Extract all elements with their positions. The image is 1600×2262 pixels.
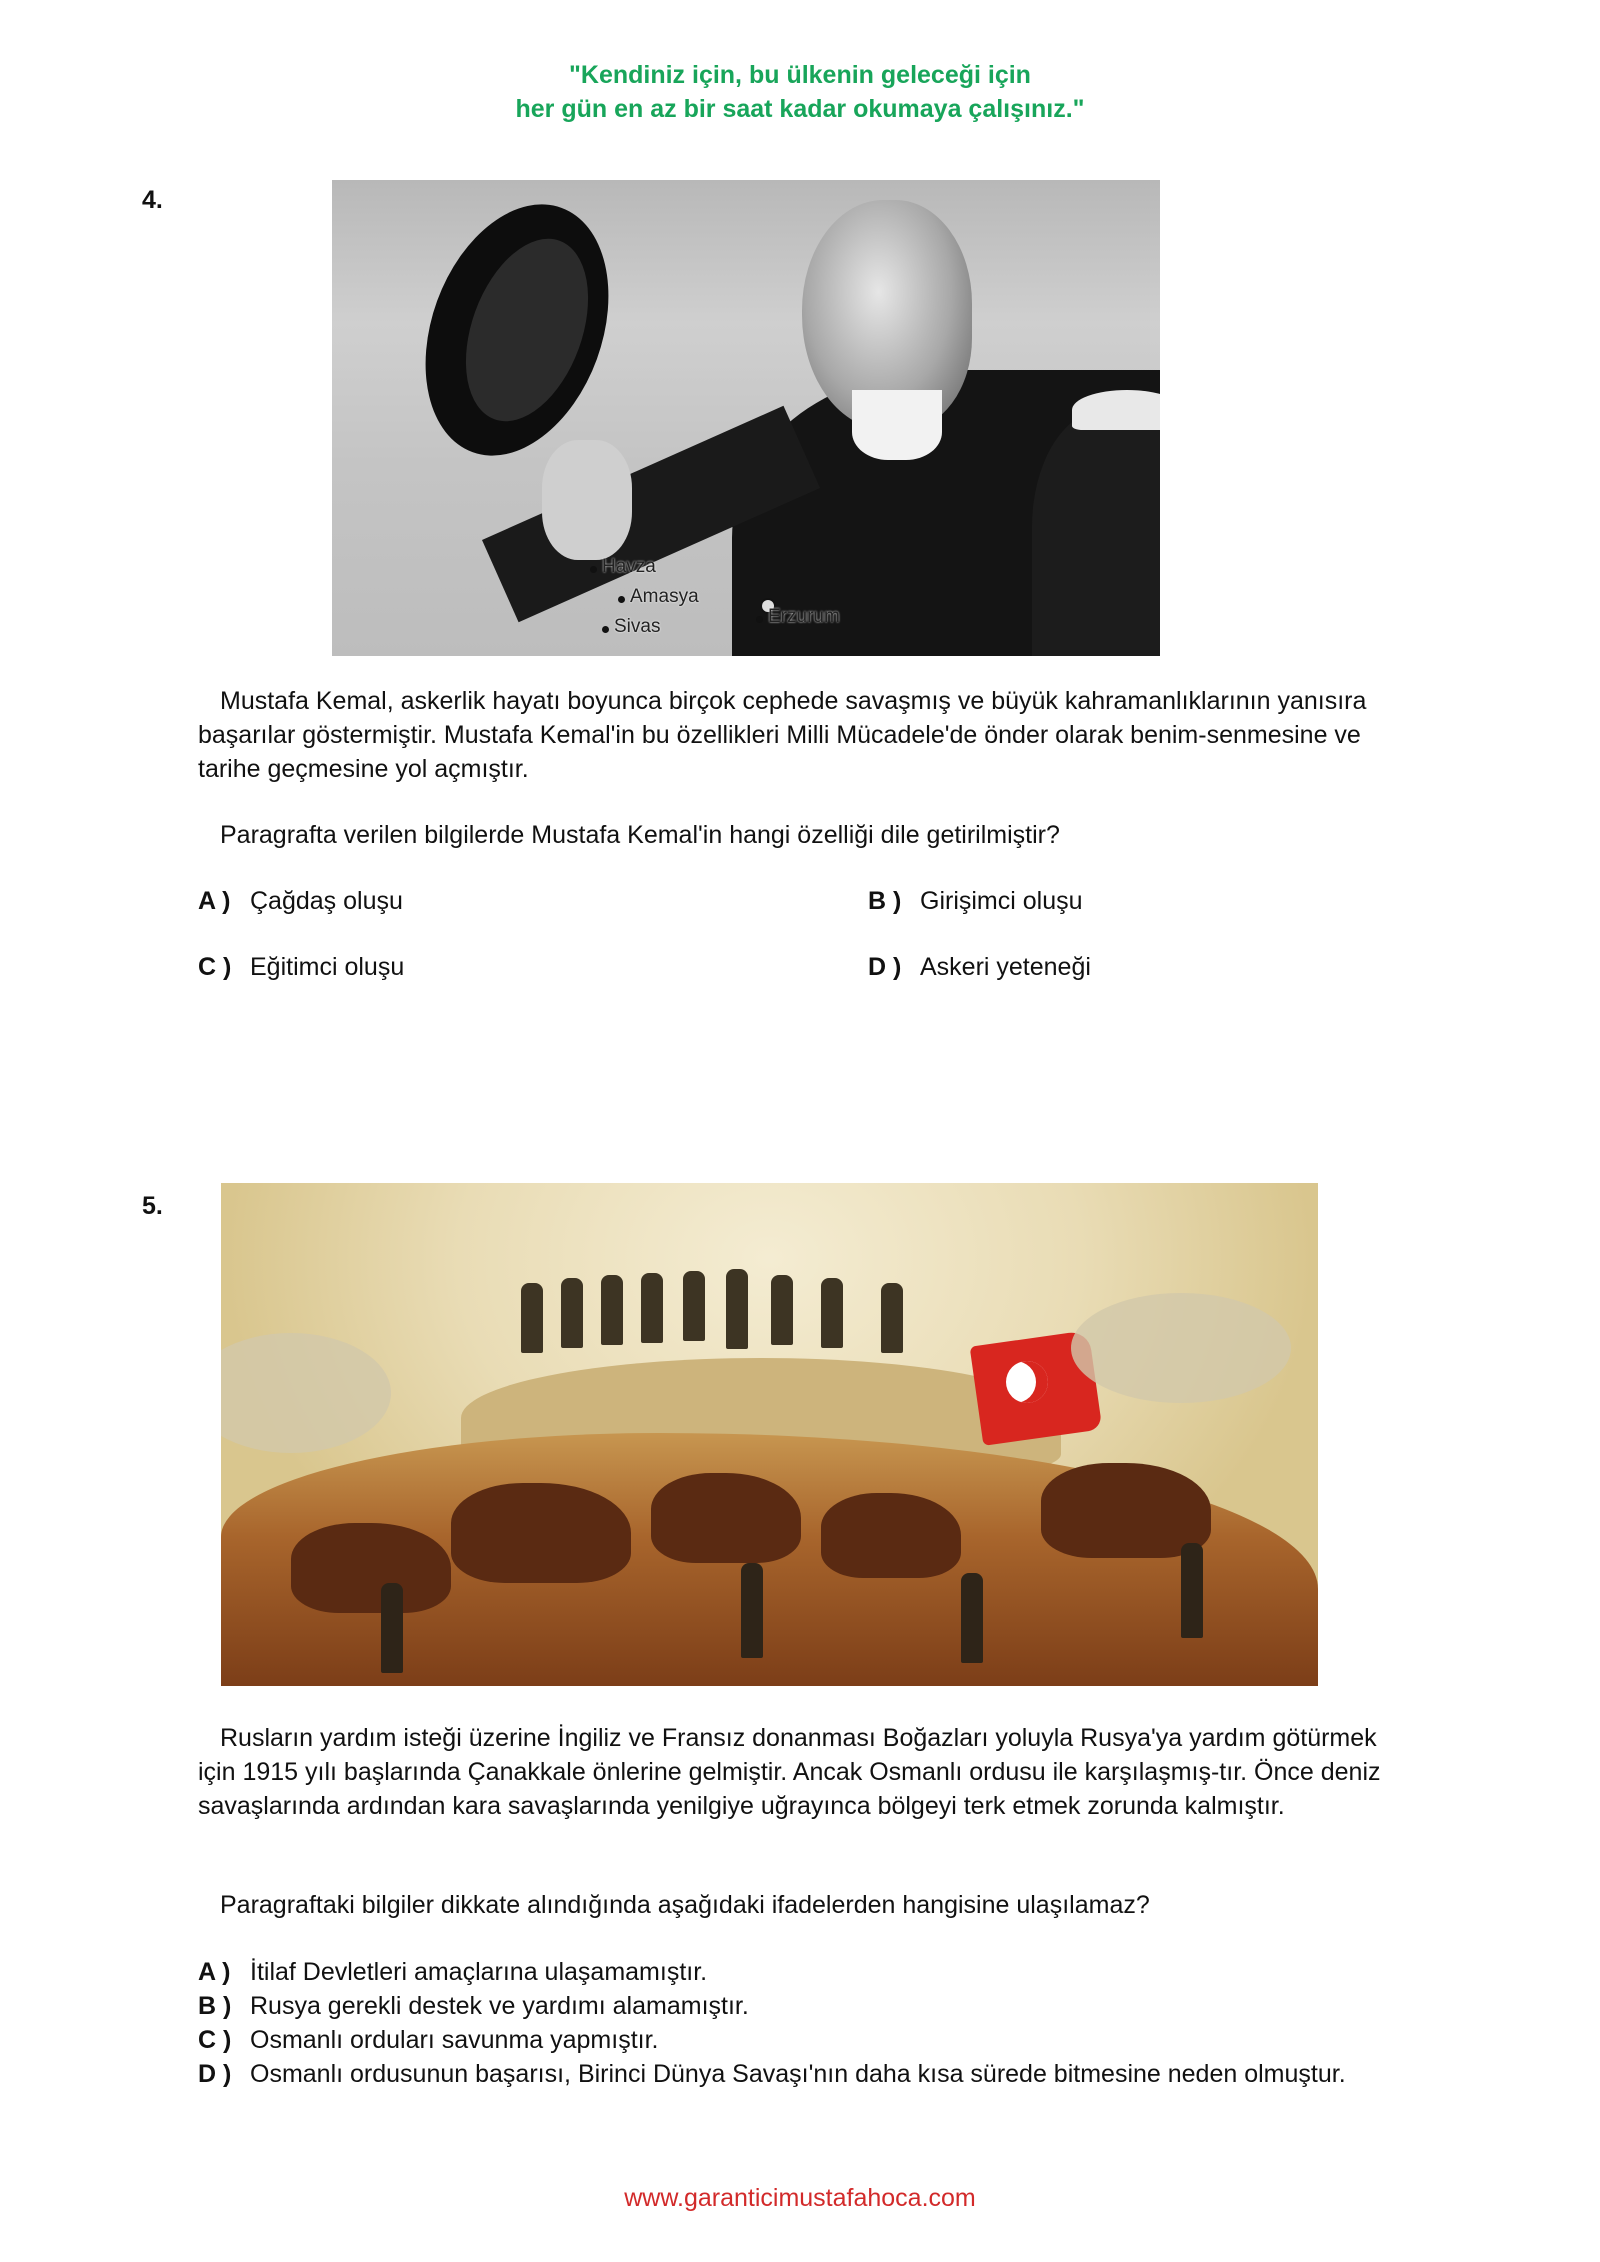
option-text: Eğitimci oluşu — [250, 953, 405, 981]
option-text: Girişimci oluşu — [920, 887, 1083, 915]
map-label-erzurum: Erzurum — [768, 606, 840, 627]
motto-line-1: "Kendiniz için, bu ülkenin geleceği için — [569, 61, 1031, 89]
motto-line-2: her gün en az bir saat kadar okumaya çalışınız." — [515, 95, 1085, 123]
question-5-prompt: Paragraftaki bilgiler dikkate alındığında aşağıdaki ifadelerden hangisine ulaşılamaz? — [220, 1891, 1150, 1919]
question-4-number: 4. — [142, 186, 163, 214]
option-letter: D ) — [868, 953, 902, 981]
q4-option-d[interactable] — [868, 950, 1091, 984]
map-label-amasya: Amasya — [630, 586, 699, 607]
map-label-havza: Havza — [602, 556, 656, 577]
option-letter: A ) — [198, 887, 231, 915]
q5-option-a[interactable] — [198, 1955, 707, 1989]
option-text: Osmanlı orduları savunma yapmıştır. — [250, 2026, 659, 2054]
option-letter: B ) — [868, 887, 902, 915]
question-5-paragraph: Rusların yardım isteği üzerine İngiliz ve Fransız donanması Boğazları yoluyla Rusya'ya yardım götürmek için 1915 yılı başlarında Çanakkale önlerine gelmiştir. Ancak Osmanlı ordusu ile karşılaşmış-tır. Önce deniz savaşlarında ardından kara savaşlarında yenilgiye uğrayınca bölgeyi terk etmek zorunda kalmıştır. — [198, 1724, 1381, 1820]
q5-option-d[interactable] — [198, 2057, 1346, 2091]
question-5-number: 5. — [142, 1192, 163, 1220]
q4-option-b[interactable] — [868, 884, 1083, 918]
option-letter: C ) — [198, 2026, 232, 2054]
q5-option-c[interactable] — [198, 2023, 658, 2057]
map-label-sivas: Sivas — [614, 616, 661, 637]
option-letter: D ) — [198, 2060, 232, 2088]
motto-header — [0, 58, 1600, 126]
option-text: Çağdaş oluşu — [250, 887, 403, 915]
question-4-prompt: Paragrafta verilen bilgilerde Mustafa Kemal'in hangi özelliği dile getirilmiştir? — [220, 821, 1060, 849]
option-letter: A ) — [198, 1958, 231, 1986]
question-4-paragraph: Mustafa Kemal, askerlik hayatı boyunca birçok cephede savaşmış ve büyük kahramanlıklarının yanısıra başarılar göstermiştir. Mustafa Kemal'in bu özellikleri Milli Mücadele'de önder olarak benim-senmesine ve tarihe geçmesine yol açmıştır. — [198, 687, 1367, 783]
option-text: Askeri yeteneği — [920, 953, 1091, 981]
option-letter: C ) — [198, 953, 232, 981]
footer-website-link[interactable]: www.garanticimustafahoca.com — [624, 2184, 976, 2212]
option-text: Osmanlı ordusunun başarısı, Birinci Dünya Savaşı'nın daha kısa sürede bitmesine neden olmuştur. — [250, 2060, 1346, 2088]
q4-option-c[interactable] — [198, 950, 404, 984]
q4-option-a[interactable] — [198, 884, 403, 918]
canakkale-battle-painting — [221, 1183, 1318, 1686]
q5-option-b[interactable] — [198, 1989, 749, 2023]
ataturk-photo — [332, 180, 1160, 656]
option-text: Rusya gerekli destek ve yardımı alamamıştır. — [250, 1992, 749, 2020]
option-letter: B ) — [198, 1992, 232, 2020]
option-text: İtilaf Devletleri amaçlarına ulaşamamıştır. — [250, 1958, 708, 1986]
